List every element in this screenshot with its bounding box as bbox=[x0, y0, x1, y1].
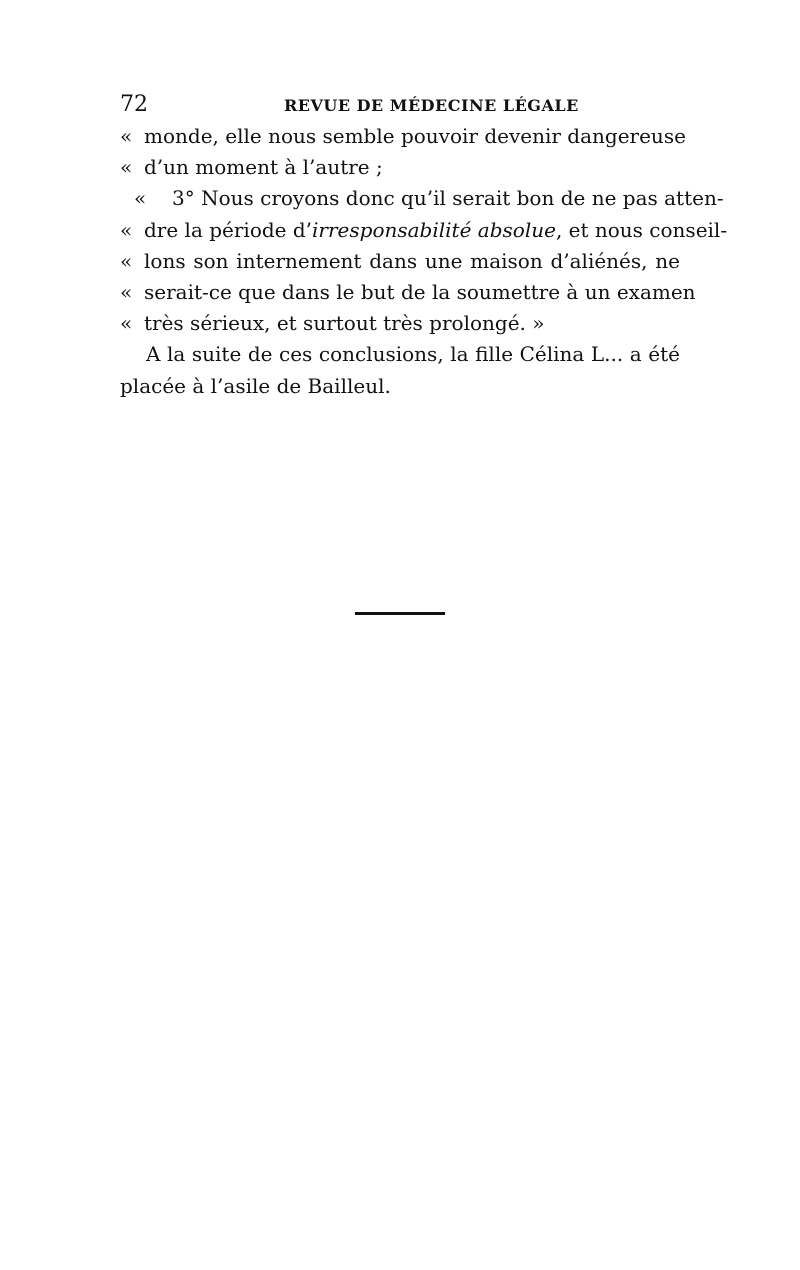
text-line bbox=[120, 374, 680, 405]
line-text bbox=[144, 218, 727, 242]
body-text bbox=[120, 124, 728, 405]
italic-phrase: irresponsabilité absolue bbox=[312, 217, 556, 242]
line-text: 3° Nous croyons donc qu’il serait bon de ne pas atten- bbox=[172, 186, 724, 211]
text-line bbox=[120, 186, 724, 217]
line-text: placée à l’asile de Bailleul. bbox=[120, 373, 391, 398]
page-number: 72 bbox=[120, 92, 148, 117]
text-line bbox=[120, 342, 680, 373]
line-text-part: dre la période d’ bbox=[144, 217, 313, 242]
quote-mark: « bbox=[120, 248, 133, 273]
quote-mark: « bbox=[120, 279, 133, 304]
text-line bbox=[120, 155, 680, 186]
text-line bbox=[120, 279, 696, 311]
line-text: lons son internement dans une maison d’aliénés, ne bbox=[144, 248, 680, 273]
text-line bbox=[120, 124, 686, 155]
line-text-part: , et nous conseil- bbox=[555, 217, 728, 242]
quote-mark: « bbox=[120, 155, 133, 180]
running-head: REVUE DE MÉDECINE LÉGALE bbox=[284, 96, 579, 115]
line-text: serait-ce que dans le but de la soumettre à un examen bbox=[144, 279, 696, 304]
line-text: monde, elle nous semble pouvoir devenir dangereuse bbox=[144, 124, 686, 148]
quote-mark: « bbox=[120, 217, 133, 242]
quote-mark: « bbox=[120, 124, 133, 148]
section-end-rule bbox=[355, 612, 445, 615]
text-line bbox=[120, 249, 680, 280]
line-text: d’un moment à l’autre ; bbox=[144, 155, 383, 180]
quote-mark: « bbox=[120, 311, 133, 336]
quote-mark: « bbox=[134, 186, 147, 211]
line-text: très sérieux, et surtout très prolongé. » bbox=[144, 311, 545, 336]
text-line bbox=[120, 217, 728, 249]
text-line bbox=[120, 311, 680, 342]
line-text: A la suite de ces conclusions, la fille Célina L... a été bbox=[146, 342, 680, 367]
